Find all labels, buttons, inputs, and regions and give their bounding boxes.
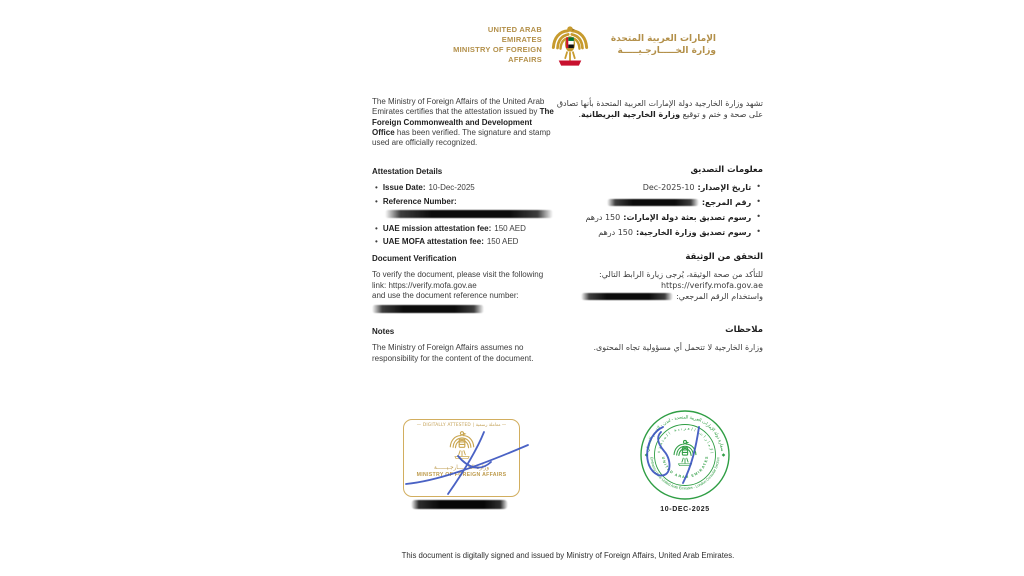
notes-body-ar: وزارة الخارجية لا تتحمل أي مسؤولية تجاه المحتوى. [593, 343, 763, 352]
stamp-date: 10-DEC-2025 [660, 506, 710, 513]
document-verification-title-en: Document Verification [372, 254, 457, 263]
attestation-details-section-ar [556, 165, 763, 242]
attestation-details-title-en: Attestation Details [372, 167, 443, 176]
list-item [372, 197, 555, 207]
redacted-verification-number-ar [581, 293, 673, 300]
footer-digital-signature-note: This document is digitally signed and issued by Ministry of Foreign Affairs, United Arab Emirates. [401, 551, 735, 560]
header-en-line1: UNITED ARAB EMIRATES [487, 24, 542, 44]
bullet-icon: • [375, 183, 378, 193]
embassy-round-stamp [635, 405, 735, 505]
intro-ar-text2: . [578, 110, 581, 119]
verification-text2-en: and use the document reference number: [372, 290, 519, 300]
redacted-reference-number [385, 210, 553, 218]
mission-fee-label: UAE mission attestation fee: [382, 223, 492, 233]
verification-text-ar: للتأكد من صحة الوثيقة، يُرجى زيارة الرابط التالي: [599, 270, 763, 279]
redacted-stamp-caption [411, 500, 508, 509]
bullet-icon: • [756, 197, 761, 206]
document-header [446, 21, 716, 68]
diamond-separator-icon [722, 453, 726, 457]
header-en-title [446, 25, 542, 65]
document-verification-title-ar: التحقق من الوثيقة [685, 252, 763, 262]
list-item [556, 182, 763, 193]
bullet-icon: • [756, 227, 761, 236]
stamp-ring-top-text: سفارة دولة الإمارات العربية المتحدة - لندن - القسم القنصلي [645, 415, 725, 453]
intro-ar-bold: وزارة الخارجية البريطانية [581, 110, 681, 119]
bullet-icon: • [375, 223, 378, 233]
attestation-details-title-ar: معلومات التصديق [690, 165, 763, 175]
notes-body-en: The Ministry of Foreign Affairs assumes no responsibility for the content of the document. [372, 343, 534, 363]
verification-text2-ar: واستخدام الرقم المرجعي: [676, 292, 763, 301]
issue-date-label: Issue Date: [382, 183, 426, 193]
falcon-green-icon [674, 440, 696, 465]
verification-text-en: To verify the document, please visit the following [372, 270, 544, 280]
svg-text:الإمارات العربية المتحدة [656, 425, 715, 453]
reference-number-label-ar: رقم المرجع: [701, 198, 752, 207]
stamp-ring-bottom-text: Embassy of the United Arab Emirates - London Consular Section [649, 456, 721, 491]
list-item [372, 224, 555, 234]
issue-date-label-ar: تاريخ الإصدار: [697, 183, 752, 192]
intro-en-text1: The Ministry of Foreign Affairs of the United Arab Emirates certifies that the attestation issued by [372, 97, 545, 117]
mission-fee-value: 150 AED [494, 223, 526, 233]
header-ar-title [598, 33, 716, 57]
verification-link-en[interactable]: link: https://verify.mofa.gov.ae [372, 280, 477, 290]
list-item [556, 212, 763, 223]
uae-falcon-emblem-icon [551, 21, 589, 68]
notes-title-en: Notes [372, 327, 395, 336]
intro-en-text2: has been verified. The signature and stamp used are officially recognized. [372, 127, 551, 148]
intro-paragraph-en [372, 97, 555, 148]
header-ar-line1: الإمارات العربية المتحدة [610, 33, 716, 44]
bullet-icon: • [375, 237, 378, 247]
list-item [372, 237, 555, 247]
bullet-icon: • [756, 182, 761, 191]
mofa-fee-value: 150 AED [486, 237, 519, 247]
redacted-reference-number-ar [607, 199, 699, 206]
list-item [372, 183, 555, 193]
document-verification-section-ar [556, 252, 763, 302]
attestation-details-section-en [372, 167, 555, 250]
notes-title-ar: ملاحظات [725, 325, 763, 335]
stamp-top-text: — DIGITALLY ATTESTED | معاملة رسمية — [416, 423, 507, 428]
redacted-verification-number [372, 305, 484, 313]
verification-link-ar[interactable]: https://verify.mofa.gov.ae [660, 281, 763, 290]
intro-ar-text1: تشهد وزارة الخارجية دولة الإمارات العربية المتحدة بأنها تصادق على صحة و ختم و توقيع [556, 99, 763, 119]
notes-section-en [372, 327, 555, 364]
list-item [556, 197, 763, 208]
mission-fee-value-ar: 150 درهم [585, 213, 621, 222]
intro-en-bold: The Foreign Commonwealth and Development Office [372, 107, 554, 137]
bullet-icon: • [756, 212, 761, 221]
mofa-fee-value-ar: 150 درهم [598, 228, 633, 237]
bullet-icon: • [375, 196, 378, 206]
document-verification-section-en [372, 254, 555, 313]
stamp-en-name: MINISTRY OF FOREIGN AFFAIRS [416, 472, 507, 478]
list-item [556, 227, 763, 238]
header-ar-line2: وزارة الخـــــارجـيـــــة [617, 45, 716, 56]
stamp-inner-top-text: الإمارات العربية المتحدة [655, 425, 715, 454]
falcon-gold-icon [447, 429, 477, 459]
stamp-ar-name: وزارة الخــــــارجـيــــــة [433, 465, 490, 471]
issue-date-value-ar: 10-Dec-2025 [642, 183, 695, 192]
notes-section-ar [556, 325, 763, 353]
mofa-gold-stamp [403, 419, 520, 497]
intro-paragraph-ar [556, 98, 763, 120]
header-en-line2: MINISTRY OF FOREIGN AFFAIRS [453, 44, 542, 64]
mofa-fee-label-ar: رسوم تصديق وزارة الخارجية: [636, 228, 752, 237]
mission-fee-label-ar: رسوم تصديق بعثة دولة الإمارات: [623, 213, 752, 222]
stamp-inner-bottom-text: UNITED ARAB EMIRATES [661, 456, 709, 480]
issue-date-value: 10-Dec-2025 [428, 183, 475, 193]
reference-number-label: Reference Number: [382, 196, 457, 206]
mofa-fee-label: UAE MOFA attestation fee: [382, 237, 484, 247]
